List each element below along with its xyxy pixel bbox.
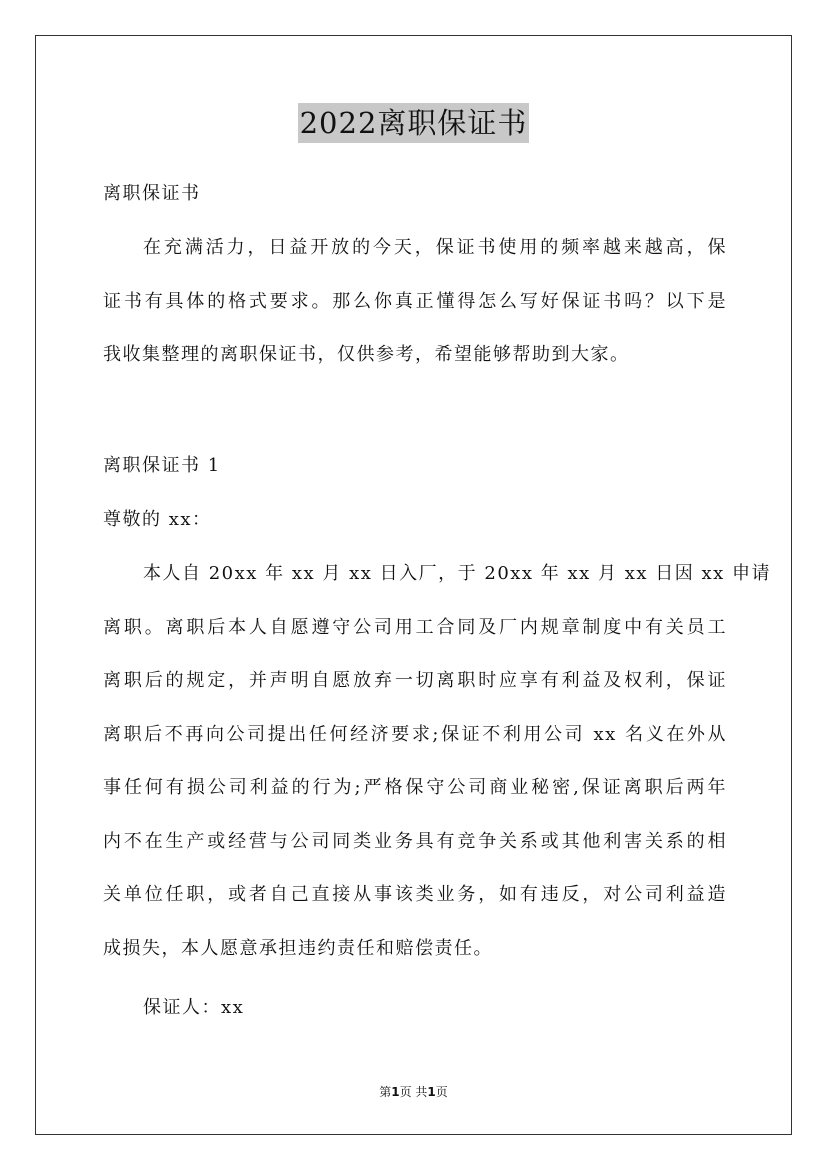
footer-prefix: 第 xyxy=(379,1085,392,1099)
body-line: 内不在生产或经营与公司同类业务具有竞争关系或其他利害关系的相 xyxy=(103,830,727,852)
signature: 保证人：xx xyxy=(143,997,245,1018)
title-container xyxy=(0,103,827,143)
document-title: 2022离职保证书 xyxy=(298,103,530,143)
body-paragraph xyxy=(103,563,772,992)
body-line: 本人自 20xx 年 xx 月 xx 日入厂，于 20xx 年 xx 月 xx 日因 xx 申请 xyxy=(143,563,772,584)
signature-block xyxy=(103,998,727,1052)
intro-line: 我收集整理的离职保证书，仅供参考，希望能够帮助到大家。 xyxy=(103,344,630,365)
page-footer xyxy=(0,1083,827,1100)
intro-line: 证书有具体的格式要求。那么你真正懂得怎么写好保证书吗？以下是 xyxy=(103,290,727,312)
salutation: 尊敬的 xx： xyxy=(103,508,212,530)
document-heading-block xyxy=(103,184,727,238)
body-line: 离职后不再向公司提出任何经济要求;保证不利用公司 xx 名义在外从 xyxy=(103,723,727,745)
total-pages: 1 xyxy=(427,1085,436,1099)
body-line: 关单位任职，或者自己直接从事该类业务，如有违反，对公司利益造 xyxy=(103,884,727,905)
document-heading: 离职保证书 xyxy=(103,183,201,204)
intro-line: 在充满活力，日益开放的今天，保证书使用的频率越来越高，保 xyxy=(143,237,727,258)
body-line: 离职后的规定，并声明自愿放弃一切离职时应享有利益及权利，保证 xyxy=(103,670,727,691)
section-title: 离职保证书 1 xyxy=(103,455,221,476)
page-number: 1 xyxy=(391,1085,400,1099)
footer-page-suffix: 页 共 xyxy=(399,1085,428,1099)
body-line: 事任何有损公司利益的行为;严格保守公司商业秘密,保证离职后两年 xyxy=(103,777,727,798)
section-block xyxy=(103,456,727,563)
body-line: 离职。离职后本人自愿遵守公司用工合同及厂内规章制度中有关员工 xyxy=(103,616,727,638)
body-line: 成损失，本人愿意承担违约责任和赔偿责任。 xyxy=(103,937,493,959)
intro-paragraph xyxy=(103,238,727,399)
footer-total-suffix: 页 xyxy=(435,1085,448,1099)
